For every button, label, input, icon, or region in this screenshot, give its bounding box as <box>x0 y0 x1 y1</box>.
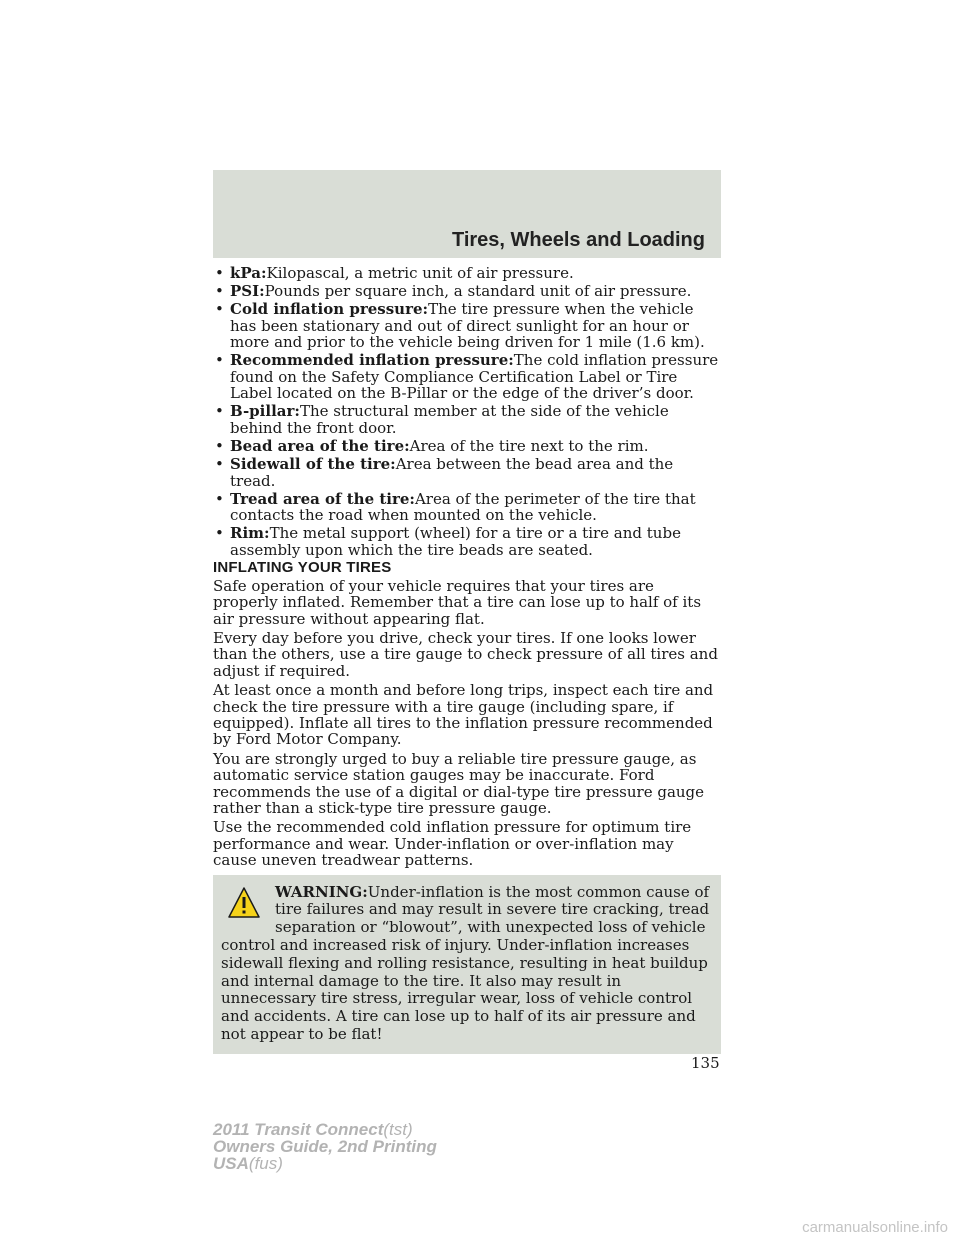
section-header-band <box>213 170 721 258</box>
paragraph: You are strongly urged to buy a reliable tire pressure gauge, as automatic service station gauges may be inaccurate. Ford recommends the use of a digital or dial-type tire pressure gauge rather than a stick-type tire pressure gauge. <box>213 749 705 817</box>
bullet-icon: • <box>215 489 224 508</box>
paragraph: Safe operation of your vehicle requires that your tires are properly inflated. Remember that a tire can lose up to half of its air pressure without appearing flat. <box>213 576 702 628</box>
glossary-term: Rim: <box>230 524 270 543</box>
glossary-definition: Kilopascal, a metric unit of air pressure. <box>266 264 574 282</box>
paragraph: Use the recommended cold inflation pressure for optimum tire performance and wear. Under-inflation or over-inflation may cause uneven treadwear patterns. <box>213 818 692 870</box>
section-title: Tires, Wheels and Loading <box>451 229 705 251</box>
bullet-icon: • <box>215 282 224 301</box>
list-item <box>213 491 721 524</box>
list-item <box>213 525 721 558</box>
bullet-icon: • <box>215 437 224 456</box>
glossary-definition: The structural member at the side of the vehicle behind the front door. <box>230 402 669 437</box>
footer-market-code: (fus) <box>248 1154 283 1173</box>
list-item <box>213 283 721 299</box>
warning-text: Under-inflation is the most common cause of tire failures and may result in severe tire cracking, tread separation or “blowout”, with unexpected loss of vehicle control and increased risk of injury. Under-inflation increases sidewall flexing and rolling resistance, resulting in heat buildup and internal damage to the tire. It also may result in unnecessary tire stress, irregular wear, loss of vehicle control and accidents. A tire can lose up to half of its air pressure and not appear to be flat! <box>221 882 710 1043</box>
warning-paragraph <box>217 884 713 1044</box>
list-item <box>213 301 721 350</box>
glossary-definition: Area of the tire next to the rim. <box>409 437 649 456</box>
glossary-definition: The tire pressure when the vehicle has been stationary and out of direct sunlight for an hour or more and prior to the vehicle being driven for 1 mile (1.6 km). <box>230 300 705 352</box>
paragraph: Every day before you drive, check your tires. If one looks lower than the others, use a tire gauge to check pressure of all tires and adjust if required. <box>213 628 718 680</box>
glossary-list <box>213 265 721 558</box>
bullet-icon: • <box>215 264 224 282</box>
glossary-term: Recommended inflation pressure: <box>230 351 514 370</box>
bullet-icon: • <box>215 524 224 543</box>
warning-box <box>213 875 721 1054</box>
glossary-term: Bead area of the tire: <box>230 437 410 456</box>
glossary-term: Tread area of the tire: <box>230 489 415 508</box>
list-item <box>213 352 721 401</box>
bullet-icon: • <box>215 351 224 370</box>
glossary-term: Sidewall of the tire: <box>230 455 396 474</box>
glossary-definition: Area of the perimeter of the tire that contacts the road when mounted on the vehicle. <box>230 489 696 525</box>
glossary-term: B-pillar: <box>230 402 300 421</box>
page-number: 135 <box>691 1054 720 1072</box>
bullet-icon: • <box>215 300 224 319</box>
glossary-definition: The metal support (wheel) for a tire or a tire and tube assembly upon which the tire beads are seated. <box>230 524 681 559</box>
glossary-definition: Pounds per square inch, a standard unit of air pressure. <box>264 282 692 301</box>
paragraph: At least once a month and before long trips, inspect each tire and check the tire pressure with a tire gauge (including spare, if equipped). Inflate all tires to the inflation pressure recommended by Ford Motor Company. <box>213 681 714 749</box>
glossary-term: kPa: <box>230 264 267 282</box>
list-item <box>213 265 721 281</box>
footer-model-code: (tst) <box>383 1120 413 1139</box>
list-item <box>213 456 721 489</box>
watermark: carmanualsonline.info <box>802 1219 948 1236</box>
glossary-term: Cold inflation pressure: <box>230 300 429 319</box>
warning-label: WARNING: <box>275 882 368 901</box>
footer-guide: Owners Guide, 2nd Printing <box>213 1137 437 1156</box>
bullet-icon: • <box>215 455 224 474</box>
footer <box>213 1121 437 1172</box>
list-item <box>213 438 721 454</box>
glossary-definition: Area between the bead area and the tread. <box>230 455 674 490</box>
page-content <box>213 265 721 1054</box>
footer-model: 2011 Transit Connect <box>213 1120 384 1139</box>
list-item <box>213 403 721 436</box>
glossary-term: PSI: <box>230 282 265 301</box>
inflating-heading: INFLATING YOUR TIRES <box>213 559 392 577</box>
glossary-definition: The cold inflation pressure found on the Safety Compliance Certification Label or Tire Label located on the B-Pillar or the edge of the driver’s door. <box>230 351 719 403</box>
footer-market: USA <box>213 1154 249 1173</box>
warning-icon <box>227 886 261 920</box>
bullet-icon: • <box>215 402 224 421</box>
